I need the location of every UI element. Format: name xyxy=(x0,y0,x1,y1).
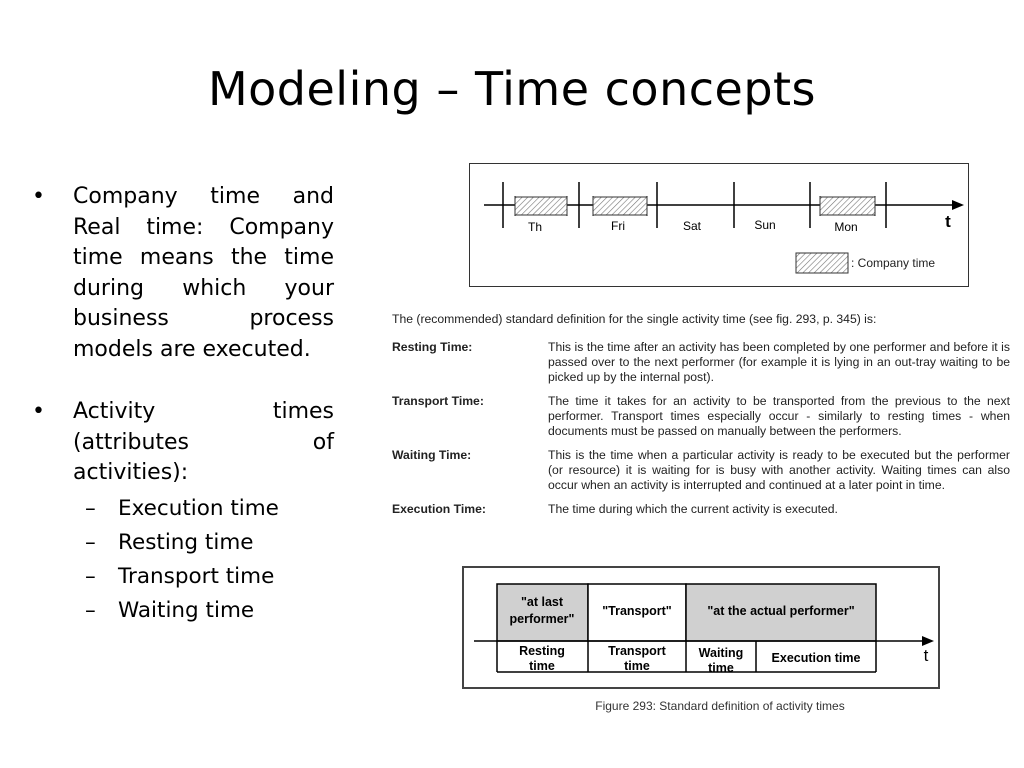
time-label: time xyxy=(529,659,555,673)
bullet-company-time xyxy=(30,182,334,365)
company-time-figure xyxy=(469,163,969,287)
figure-caption: Figure 293: Standard definition of activity times xyxy=(595,699,845,713)
axis-label: t xyxy=(923,646,929,665)
arrow-icon xyxy=(922,636,934,646)
definition-term: Waiting Time: xyxy=(392,448,472,462)
axis-label: t xyxy=(945,212,951,231)
day-label: Sun xyxy=(754,218,776,232)
definition-resting xyxy=(392,340,1010,385)
time-label: Transport xyxy=(608,644,666,658)
bullet-activity-times xyxy=(30,397,334,489)
activity-times-figure xyxy=(462,566,940,689)
definition-desc: The time during which the current activity is executed. xyxy=(548,502,838,516)
definition-desc: This is the time after an activity has been completed by one performer and before it is passed over to the next performer (for example it is lying in an out-tray waiting to be picked up by the internal post). xyxy=(548,340,1010,384)
arrow-icon xyxy=(952,200,964,210)
sub-bullet-text: Resting time xyxy=(118,529,254,555)
bullet-text: Company time and Real time: Company time means the time during which your business process models are executed. xyxy=(73,184,334,362)
time-label: Execution time xyxy=(771,651,861,665)
definition-desc: This is the time when a particular activity is ready to be executed but the performer (or resource) it is waiting for is busy with another activity. Waiting times can also occur when an activity is interrupted and continued at a later point in time. xyxy=(548,448,1010,492)
definition-waiting xyxy=(392,448,1010,493)
bullet-dot: • xyxy=(32,399,45,424)
day-label: Fri xyxy=(611,219,625,233)
time-label: time xyxy=(624,659,650,673)
definition-term: Resting Time: xyxy=(392,340,473,354)
activity-times-diagram xyxy=(464,568,938,687)
day-label: Th xyxy=(527,220,543,234)
definition-term: Transport Time: xyxy=(392,394,484,408)
definitions-intro: The (recommended) standard definition for the single activity time (see fig. 293, p. 345) is: xyxy=(392,312,877,326)
legend-label: : Company time xyxy=(851,256,936,270)
sub-bullet-execution: – Execution time xyxy=(85,495,279,521)
definition-term: Execution Time: xyxy=(392,502,486,516)
bullet-dot: • xyxy=(32,184,45,209)
sub-bullet-transport: – Transport time xyxy=(85,563,275,589)
day-label: Sat xyxy=(682,219,702,233)
time-label: Resting xyxy=(519,644,565,658)
definition-execution xyxy=(392,502,1010,517)
sub-bullet-text: Waiting time xyxy=(118,597,255,623)
timeline-diagram xyxy=(470,164,967,285)
legend-swatch xyxy=(796,253,848,273)
time-label: time xyxy=(708,661,734,675)
definition-transport xyxy=(392,394,1010,439)
time-label: Waiting xyxy=(698,646,744,660)
definitions xyxy=(392,312,1010,526)
phase-label: "at the actual performer" xyxy=(707,604,855,618)
definition-desc: The time it takes for an activity to be transported from the previous to the next performer. Transport times especially occur - similarly to resting times - when documents must be passed on manually between the performers. xyxy=(548,394,1010,438)
sub-bullet-resting: – Resting time xyxy=(85,529,254,555)
sub-bullet-waiting: – Waiting time xyxy=(85,597,255,623)
slide-title: Modeling – Time concepts xyxy=(207,62,817,116)
bullet-text: Activity times (attributes of activities): xyxy=(73,399,334,485)
phase-label: "at last xyxy=(520,595,564,609)
day-label: Mon xyxy=(834,220,858,234)
phase-label: performer" xyxy=(509,612,575,626)
sub-bullet-text: Execution time xyxy=(118,495,279,521)
sub-bullet-text: Transport time xyxy=(118,563,275,589)
phase-label: "Transport" xyxy=(602,604,672,618)
bullet-list xyxy=(30,182,334,628)
